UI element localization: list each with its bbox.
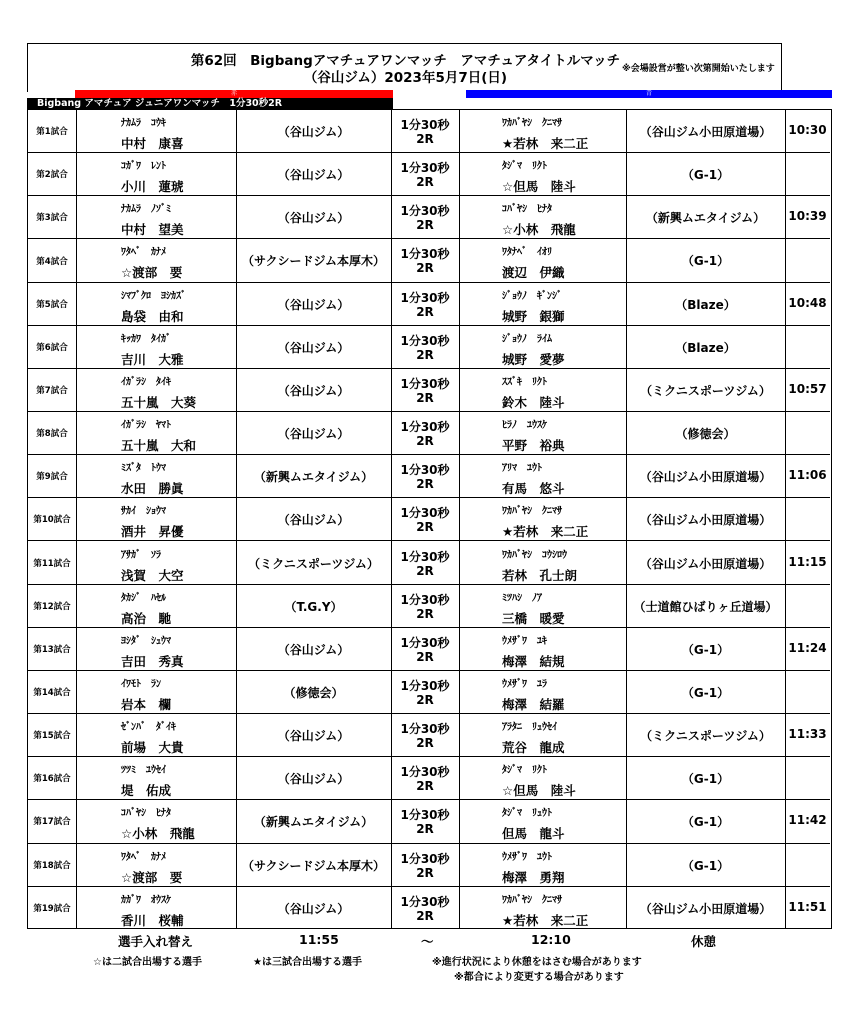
red-fighter-kana: ﾜﾀﾍﾞ ｶﾅﾒ <box>121 851 166 863</box>
blue-fighter-kana: ｺﾊﾞﾔｼ ﾋﾅﾀ <box>502 204 552 216</box>
rule-rounds: 2R <box>416 606 434 621</box>
match-rule <box>391 334 459 362</box>
red-fighter-gym: （新興ムエタイジム） <box>253 815 374 830</box>
rule-rounds: 2R <box>416 434 434 449</box>
note-change: ※都合により変更する場合があります <box>454 972 624 983</box>
red-fighter-kana: ｲﾜﾓﾄ ﾗﾝ <box>121 678 161 690</box>
blue-fighter-kana: ｼﾞｮｳﾉ ｷﾞﾝｼﾞ <box>502 290 562 302</box>
rule-duration: 1分30秒 <box>400 894 450 909</box>
category-bar: Bigbang アマチュア ジュニアワンマッチ 1分30秒2R <box>27 98 393 110</box>
page-title: 第62回 Bigbangアマチュアワンマッチ アマチュアタイトルマッチ <box>190 53 621 69</box>
blue-fighter-gym: （Blaze） <box>675 340 736 355</box>
blue-fighter-name: ☆小林 飛龍 <box>502 222 576 238</box>
blue-fighter-kana: ｱﾗﾀﾆ ﾘｭｳｾｲ <box>502 722 557 734</box>
blue-fighter-gym: （新興ムエタイジム） <box>645 211 766 226</box>
match-row <box>28 800 830 843</box>
match-number: 第13試合 <box>33 644 71 655</box>
rule-duration: 1分30秒 <box>400 722 450 737</box>
match-rule <box>391 765 459 793</box>
start-time: 10:48 <box>788 295 827 310</box>
match-rule <box>391 161 459 189</box>
match-number: 第16試合 <box>33 774 71 785</box>
match-number: 第15試合 <box>33 731 71 742</box>
blue-fighter-name: 城野 銀獅 <box>502 308 565 324</box>
start-time: 11:42 <box>788 813 827 828</box>
rule-rounds: 2R <box>416 520 434 535</box>
blue-fighter-gym: （G-1） <box>681 772 730 787</box>
rule-rounds: 2R <box>416 736 434 751</box>
rule-rounds: 2R <box>416 390 434 405</box>
blue-fighter-name: 梅澤 結羅 <box>502 696 565 712</box>
blue-fighter-gym: （G-1） <box>681 858 730 873</box>
rule-duration: 1分30秒 <box>400 678 450 693</box>
blue-fighter-name: 荒谷 龍成 <box>502 740 565 756</box>
blue-fighter-name: 有馬 悠斗 <box>502 481 565 497</box>
red-fighter-kana: ｱｻｶﾞ ｿﾗ <box>121 549 161 561</box>
swap-end-time: 12:10 <box>531 932 571 947</box>
red-fighter-name: 吉川 大雅 <box>121 351 184 367</box>
red-fighter-kana: ﾂﾂﾐ ﾕｳｾｲ <box>121 765 166 777</box>
match-rule <box>391 118 459 146</box>
match-rule <box>391 291 459 319</box>
blue-fighter-kana: ﾀｼﾞﾏ ﾘｭｳﾄ <box>502 808 552 820</box>
match-rule <box>391 852 459 880</box>
match-row <box>28 153 830 196</box>
match-rule <box>391 506 459 534</box>
blue-fighter-gym: （G-1） <box>681 685 730 700</box>
blue-fighter-gym: （ミクニスポーツジム） <box>640 383 771 398</box>
match-row <box>28 455 830 498</box>
red-fighter-gym: （谷山ジム） <box>277 772 350 787</box>
note-black-star: ★は三試合出場する選手 <box>253 957 362 968</box>
blue-fighter-gym: （G-1） <box>681 815 730 830</box>
match-rule <box>391 593 459 621</box>
rule-rounds: 2R <box>416 261 434 276</box>
match-number: 第7試合 <box>36 385 68 396</box>
match-number: 第14試合 <box>33 688 71 698</box>
red-fighter-name: 五十嵐 大葵 <box>121 394 197 410</box>
rule-duration: 1分30秒 <box>400 549 450 564</box>
match-row <box>28 714 830 757</box>
red-fighter-name: 前場 大貴 <box>121 740 184 756</box>
match-row <box>28 542 830 585</box>
time-separator: 〜 <box>421 934 434 949</box>
match-row <box>28 283 830 326</box>
match-number: 第17試合 <box>33 817 71 828</box>
blue-fighter-kana: ﾋﾗﾉ ﾕｳｽｹ <box>502 420 547 432</box>
blue-fighter-name: ★若林 来二正 <box>502 136 589 151</box>
red-fighter-kana: ｷｯｶﾜ ﾀｲｶﾞ <box>121 333 171 345</box>
blue-fighter-kana: ﾀｼﾞﾏ ﾘｸﾄ <box>502 765 547 777</box>
blue-fighter-gym: （G-1） <box>681 254 730 269</box>
blue-fighter-name: 梅澤 結規 <box>502 653 565 669</box>
blue-fighter-kana: ｽｽﾞｷ ﾘｸﾄ <box>502 376 547 388</box>
match-row <box>28 887 830 930</box>
blue-fighter-name: 城野 愛夢 <box>502 351 565 367</box>
blue-fighter-name: 三橋 暖愛 <box>502 610 565 626</box>
start-time: 11:06 <box>788 468 827 483</box>
blue-fighter-kana: ﾐﾂﾊｼ ﾉｱ <box>502 592 542 604</box>
match-row <box>28 326 830 369</box>
red-fighter-gym: （ミクニスポーツジム） <box>248 556 379 571</box>
match-row <box>28 412 830 455</box>
rule-duration: 1分30秒 <box>400 420 450 435</box>
red-fighter-name: 島袋 由和 <box>121 308 184 324</box>
red-fighter-kana: ﾅｶﾑﾗ ﾉｿﾞﾐ <box>121 204 171 216</box>
red-fighter-name: 中村 望美 <box>121 222 184 238</box>
blue-fighter-kana: ｳﾒｻﾞﾜ ﾕｷ <box>502 635 547 647</box>
red-fighter-gym: （サクシードジム本厚木） <box>241 254 386 269</box>
red-fighter-kana: ｻｶｲ ｼｮｳﾏ <box>121 506 166 518</box>
note-single-star: ☆は二試合出場する選手 <box>93 957 202 968</box>
red-fighter-name: ☆渡部 要 <box>121 265 183 281</box>
rule-duration: 1分30秒 <box>400 635 450 650</box>
blue-fighter-kana: ﾀｼﾞﾏ ﾘｸﾄ <box>502 161 547 173</box>
match-rule <box>391 895 459 923</box>
blue-fighter-name: ★若林 来二正 <box>502 524 589 540</box>
footer-schedule <box>0 930 863 948</box>
rule-rounds: 2R <box>416 908 434 923</box>
red-fighter-gym: （T.G.Y） <box>284 599 343 614</box>
red-fighter-gym: （サクシードジム本厚木） <box>241 858 386 873</box>
red-fighter-gym: （谷山ジム） <box>277 383 350 398</box>
page-subtitle-date: （谷山ジム）2023年5月7日(日) <box>303 70 508 86</box>
blue-fighter-name: 若林 孔士朗 <box>502 567 578 583</box>
match-number: 第1試合 <box>36 127 68 138</box>
blue-fighter-kana: ﾜｶﾊﾞﾔｼ ｺｳｼﾛｳ <box>502 549 567 561</box>
match-number: 第10試合 <box>33 515 71 526</box>
blue-fighter-gym: （G-1） <box>681 168 730 183</box>
red-fighter-name: 高治 馳 <box>121 610 172 626</box>
blue-fighter-gym: （G-1） <box>681 642 730 657</box>
red-fighter-kana: ｺﾊﾞﾔｼ ﾋﾅﾀ <box>121 808 171 820</box>
red-fighter-gym: （新興ムエタイジム） <box>253 470 374 485</box>
red-fighter-kana: ｾﾞﾝﾊﾞ ﾀﾞｲｷ <box>121 722 176 734</box>
match-number: 第11試合 <box>33 558 71 569</box>
red-fighter-name: 堤 佑成 <box>121 783 172 799</box>
red-fighter-gym: （谷山ジム） <box>277 642 350 657</box>
match-number: 第4試合 <box>36 256 68 267</box>
break-label: 休憩 <box>691 934 717 949</box>
blue-fighter-kana: ｳﾒｻﾞﾜ ﾕｳﾄ <box>502 851 552 863</box>
red-fighter-gym: （谷山ジム） <box>277 297 350 312</box>
blue-fighter-gym: （谷山ジム小田原道場） <box>639 470 772 485</box>
start-time: 11:24 <box>788 640 827 655</box>
blue-fighter-kana: ﾜﾀﾅﾍﾞ ｲｵﾘ <box>502 247 552 259</box>
blue-fighter-gym: （谷山ジム小田原道場） <box>639 513 772 528</box>
rule-rounds: 2R <box>416 347 434 362</box>
red-fighter-kana: ｲｶﾞﾗｼ ﾔﾏﾄ <box>121 420 171 432</box>
rule-duration: 1分30秒 <box>400 333 450 348</box>
blue-fighter-kana: ｼﾞｮｳﾉ ﾗｲﾑ <box>502 333 552 345</box>
rule-rounds: 2R <box>416 132 434 146</box>
match-number: 第18試合 <box>33 860 71 871</box>
red-fighter-kana: ﾖｼﾀﾞ ｼｭｳﾏ <box>121 635 171 647</box>
red-fighter-kana: ｲｶﾞﾗｼ ﾀｲｷ <box>121 376 171 388</box>
red-fighter-gym: （谷山ジム） <box>277 427 350 442</box>
red-fighter-name: 中村 康喜 <box>121 136 184 151</box>
blue-fighter-gym: （Blaze） <box>675 297 736 312</box>
match-row <box>28 628 830 671</box>
match-rule <box>391 204 459 232</box>
rule-duration: 1分30秒 <box>400 204 450 219</box>
red-fighter-kana: ｼﾏﾌﾞｸﾛ ﾖｼｶｽﾞ <box>121 290 186 302</box>
match-number: 第2試合 <box>36 170 68 181</box>
start-time: 10:30 <box>788 123 827 137</box>
rule-rounds: 2R <box>416 175 434 190</box>
red-fighter-gym: （谷山ジム） <box>277 513 350 528</box>
match-row <box>28 239 830 282</box>
blue-fighter-kana: ｱﾘﾏ ﾕｳﾄ <box>502 463 542 475</box>
red-fighter-gym: （谷山ジム） <box>277 340 350 355</box>
match-row <box>28 844 830 887</box>
blue-fighter-gym: （ミクニスポーツジム） <box>640 729 771 744</box>
red-fighter-kana: ｺｶﾞﾜ ﾚﾝﾄ <box>121 161 166 173</box>
match-table <box>27 109 832 929</box>
blue-fighter-gym: （谷山ジム小田原道場） <box>639 125 772 139</box>
swap-label: 選手入れ替え <box>118 934 194 949</box>
blue-fighter-kana: ﾜｶﾊﾞﾔｼ ｸﾆﾏｻ <box>502 506 562 518</box>
match-row <box>28 585 830 628</box>
red-fighter-name: ☆小林 飛龍 <box>121 826 195 842</box>
red-fighter-name: 小川 蓮琥 <box>121 179 184 195</box>
rule-duration: 1分30秒 <box>400 118 450 132</box>
match-rule <box>391 550 459 578</box>
blue-fighter-gym: （修徳会） <box>675 427 736 442</box>
blue-fighter-name: ☆但馬 陸斗 <box>502 783 576 799</box>
start-time: 10:39 <box>788 209 827 224</box>
match-row <box>28 196 830 239</box>
match-number: 第8試合 <box>36 429 68 440</box>
rule-rounds: 2R <box>416 692 434 707</box>
red-fighter-gym: （谷山ジム） <box>277 211 350 226</box>
rule-duration: 1分30秒 <box>400 851 450 866</box>
red-fighter-gym: （修徳会） <box>283 685 344 700</box>
red-fighter-name: 浅賀 大空 <box>121 567 184 583</box>
blue-corner-bar: 青 <box>466 90 832 98</box>
blue-fighter-name: 但馬 龍斗 <box>502 826 565 842</box>
match-rule <box>391 679 459 707</box>
venue-note: ※会場設営が整い次第開始いたします <box>622 64 775 74</box>
red-fighter-kana: ﾜﾀﾍﾞ ｶﾅﾒ <box>121 247 166 259</box>
start-time: 10:57 <box>788 381 827 396</box>
blue-fighter-name: 梅澤 勇翔 <box>502 869 565 885</box>
swap-start-time: 11:55 <box>299 932 339 947</box>
blue-fighter-gym: （士道館ひばりヶ丘道場） <box>633 599 778 614</box>
rule-rounds: 2R <box>416 304 434 319</box>
match-rule <box>391 808 459 836</box>
match-row <box>28 757 830 800</box>
rule-rounds: 2R <box>416 563 434 578</box>
rule-rounds: 2R <box>416 779 434 794</box>
blue-fighter-kana: ｳﾒｻﾞﾜ ﾕﾗ <box>502 678 547 690</box>
red-fighter-kana: ﾐｽﾞﾀ ﾄｳﾏ <box>121 463 166 475</box>
match-row <box>28 671 830 714</box>
rule-duration: 1分30秒 <box>400 463 450 478</box>
red-fighter-name: ☆渡部 要 <box>121 869 183 885</box>
rule-rounds: 2R <box>416 218 434 233</box>
red-fighter-gym: （谷山ジム） <box>277 901 350 916</box>
red-corner-bar: 赤 <box>75 90 393 98</box>
match-number: 第19試合 <box>33 904 71 915</box>
header-box <box>27 43 782 92</box>
red-fighter-name: 香川 桜輔 <box>121 912 184 928</box>
match-number: 第3試合 <box>36 213 68 224</box>
blue-fighter-name: 鈴木 陸斗 <box>502 394 565 410</box>
rule-duration: 1分30秒 <box>400 506 450 521</box>
red-fighter-name: 五十嵐 大和 <box>121 438 197 454</box>
match-rule <box>391 722 459 750</box>
rule-rounds: 2R <box>416 649 434 664</box>
blue-fighter-kana: ﾜｶﾊﾞﾔｼ ｸﾆﾏｻ <box>502 118 562 129</box>
blue-fighter-gym: （谷山ジム小田原道場） <box>639 901 772 916</box>
match-number: 第9試合 <box>36 472 68 483</box>
blue-fighter-name: ☆但馬 陸斗 <box>502 179 576 195</box>
match-rule <box>391 420 459 448</box>
red-fighter-kana: ﾀｶｼﾞ ﾊｾﾙ <box>121 592 166 604</box>
red-fighter-gym: （谷山ジム） <box>277 729 350 744</box>
match-number: 第5試合 <box>36 299 68 310</box>
red-fighter-name: 岩本 欄 <box>121 696 172 712</box>
red-fighter-gym: （谷山ジム） <box>277 168 350 183</box>
red-fighter-name: 吉田 秀真 <box>121 653 184 669</box>
start-time: 11:33 <box>788 727 827 742</box>
blue-fighter-name: 平野 裕典 <box>502 438 565 454</box>
match-rule <box>391 377 459 405</box>
red-fighter-kana: ｶｶﾞﾜ ｵｳｽｹ <box>121 894 171 906</box>
red-fighter-name: 水田 勝眞 <box>121 481 184 497</box>
rule-duration: 1分30秒 <box>400 376 450 391</box>
rule-duration: 1分30秒 <box>400 592 450 607</box>
match-row <box>28 498 830 541</box>
note-progress: ※進行状況により休憩をはさむ場合があります <box>432 957 642 968</box>
rule-rounds: 2R <box>416 822 434 837</box>
red-fighter-name: 酒井 昇優 <box>121 524 184 540</box>
blue-fighter-kana: ﾜｶﾊﾞﾔｼ ｸﾆﾏｻ <box>502 894 562 906</box>
blue-fighter-name: 渡辺 伊織 <box>502 265 565 281</box>
match-row <box>28 110 830 153</box>
match-number: 第12試合 <box>33 601 71 612</box>
rule-rounds: 2R <box>416 477 434 492</box>
rule-duration: 1分30秒 <box>400 247 450 262</box>
rule-duration: 1分30秒 <box>400 765 450 780</box>
rule-rounds: 2R <box>416 865 434 880</box>
rule-duration: 1分30秒 <box>400 161 450 176</box>
red-fighter-gym: （谷山ジム） <box>277 125 350 139</box>
start-time: 11:51 <box>788 899 827 914</box>
match-number: 第6試合 <box>36 342 68 353</box>
match-rule <box>391 463 459 491</box>
red-fighter-kana: ﾅｶﾑﾗ ｺｳｷ <box>121 118 166 129</box>
rule-duration: 1分30秒 <box>400 808 450 823</box>
match-row <box>28 369 830 412</box>
match-rule <box>391 247 459 275</box>
rule-duration: 1分30秒 <box>400 290 450 305</box>
blue-fighter-name: ★若林 来二正 <box>502 912 589 928</box>
blue-fighter-gym: （谷山ジム小田原道場） <box>639 556 772 571</box>
start-time: 11:15 <box>788 554 827 569</box>
match-rule <box>391 636 459 664</box>
